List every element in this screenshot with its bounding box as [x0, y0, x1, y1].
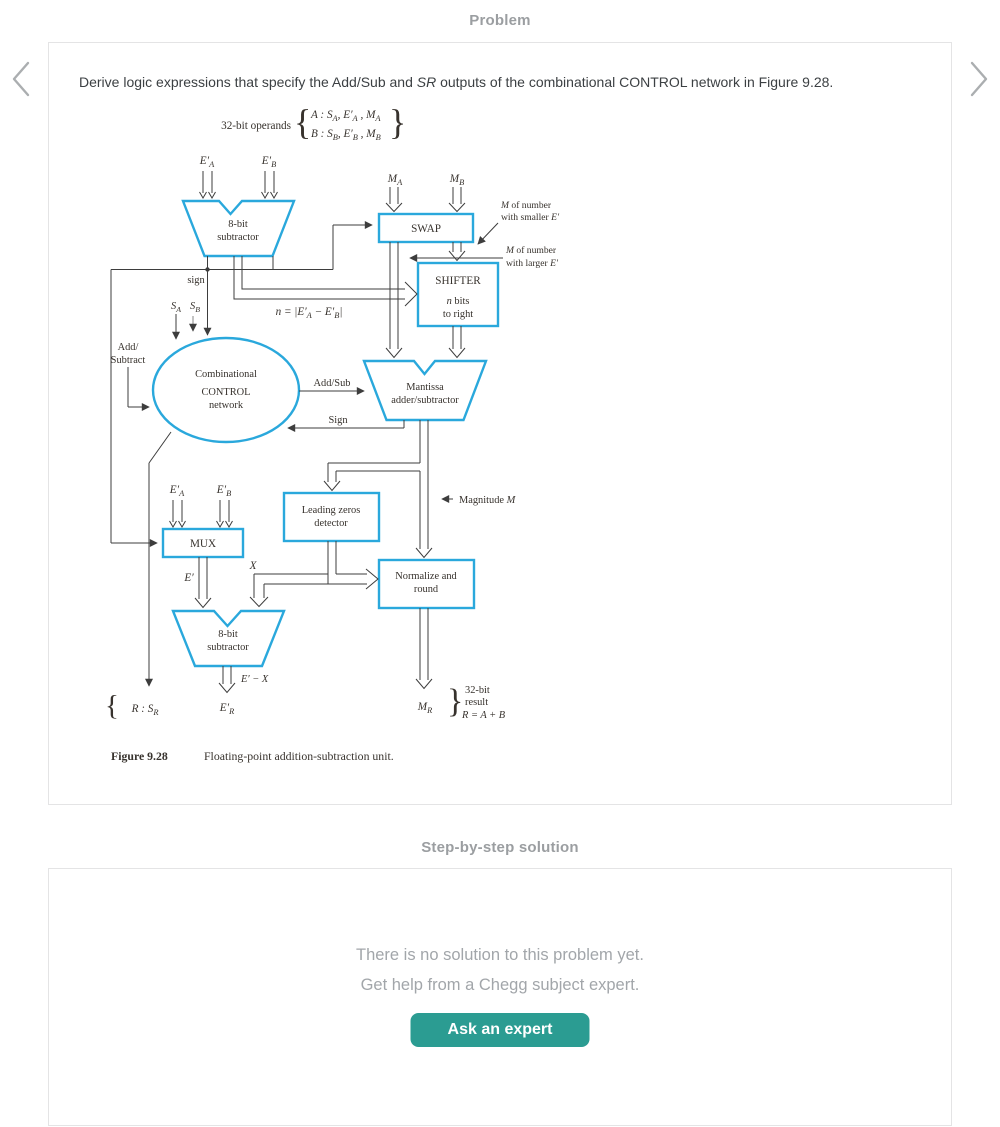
e-prime-label: E′	[184, 572, 194, 584]
leading-zeros-block	[284, 493, 379, 541]
e-minus-x-label: E′ − X	[241, 674, 269, 685]
operands-open-brace: {	[294, 102, 312, 142]
figure-caption-tag: Figure 9.28	[111, 749, 168, 763]
r-sr-label: R : $S_R$	[131, 703, 159, 717]
x-signal-label: X	[249, 560, 257, 572]
operands-label: 32-bit operands	[221, 120, 291, 132]
result-label-1: 32-bit	[465, 685, 490, 696]
figure-caption-text: Floating-point addition-subtraction unit.	[204, 749, 394, 763]
block-shapes	[153, 201, 498, 666]
subtractor-1-label-2: subtractor	[217, 232, 259, 243]
shifter-label-1: SHIFTER	[435, 275, 481, 287]
operand-b-label: B : $S_B$, $E'_B$ , $M_B$	[311, 128, 381, 142]
n-equation-label: $n = |E'_A - E'_B|$	[275, 306, 343, 320]
mux-label: MUX	[189, 538, 217, 550]
er-label: $E'_R$	[219, 702, 235, 716]
mantissa-label-1: Mantissa	[406, 382, 444, 393]
solution-section-title: Step-by-step solution	[421, 839, 579, 856]
swap-label: SWAP	[411, 223, 441, 235]
eb-mid-label: $E'_B$	[216, 484, 232, 498]
exponent-input-arrows	[200, 171, 278, 198]
control-label-2: CONTROL	[201, 387, 251, 398]
add-subtract-label-1: Add/	[117, 342, 139, 353]
normalize-label-2: round	[413, 584, 439, 595]
sign-label: sign	[187, 275, 205, 286]
result-close-brace: }	[447, 683, 464, 720]
add-sub-signal-label: Add/Sub	[313, 378, 351, 389]
sign-return-label: Sign	[328, 415, 348, 426]
ea-top-label: $E'_A$	[199, 155, 215, 169]
ea-mid-label: $E'_A$	[169, 484, 185, 498]
problem-statement-text: Derive logic expressions that specify the Add/Sub and	[79, 74, 417, 90]
shifter-label-2: n bits	[446, 296, 470, 307]
operands-close-brace: }	[389, 102, 407, 142]
mantissa-input-arrows	[386, 187, 465, 212]
chevron-left-icon	[2, 56, 42, 104]
control-label-1: Combinational	[195, 369, 257, 380]
ask-an-expert-button[interactable]: Ask an expert	[411, 1013, 590, 1047]
subtractor-2-label-2: subtractor	[207, 642, 249, 653]
operand-a-label: A : $S_A$, $E'_A$ , $M_A$	[311, 109, 381, 123]
problem-statement-sr: SR	[416, 74, 437, 90]
problem-card	[48, 42, 952, 805]
x-output-arrows	[250, 541, 378, 607]
magnitude-label: Magnitude M	[459, 495, 516, 506]
shifter-label-3: to right	[442, 309, 474, 320]
mux-input-arrows	[170, 500, 233, 527]
normalize-label-1: Normalize and	[395, 571, 457, 582]
lzd-label-2: detector	[314, 518, 348, 529]
annotation-smaller-line-1: M of number	[501, 200, 552, 211]
mantissa-label-2: adder/subtractor	[391, 395, 459, 406]
result-label-3: R = A + B	[462, 710, 506, 721]
mr-label: $M_R$	[417, 701, 433, 715]
sa-label: $S_A$	[171, 301, 181, 314]
mux-output-arrow	[195, 557, 211, 608]
subtractor-2-output-arrow	[219, 666, 235, 693]
lzd-label-1: Leading zeros	[301, 505, 361, 516]
subtractor-1-label-1: 8-bit	[228, 219, 248, 230]
next-problem-button[interactable]	[958, 56, 998, 104]
eb-top-label: $E'_B$	[261, 155, 277, 169]
annotation-larger-line-2: with larger E′	[506, 258, 559, 269]
mb-label: $M_B$	[449, 173, 465, 187]
normalize-output-arrow	[416, 608, 432, 689]
annotation-smaller-line-2: with smaller E′	[501, 212, 560, 223]
add-subtract-label-2: Subtract	[110, 355, 146, 366]
control-label-3: network	[208, 400, 244, 411]
problem-section-title: Problem	[469, 12, 531, 29]
figure-9-28-diagram	[61, 96, 563, 776]
get-help-message: Get help from a Chegg subject expert.	[360, 976, 640, 994]
no-solution-message: There is no solution to this problem yet.	[356, 946, 644, 964]
figure-labels	[105, 102, 560, 763]
chevron-right-icon	[958, 56, 998, 104]
shifter-to-mantissa-arrow	[449, 326, 465, 358]
problem-statement-text-2: outputs of the combinational CONTROL network in Figure 9.28.	[436, 74, 834, 90]
solution-card	[48, 868, 952, 1126]
ma-label: $M_A$	[387, 173, 403, 187]
swap-to-mantissa-arrow	[386, 242, 402, 358]
result-label-2: result	[465, 697, 489, 708]
result-sign-open-brace: {	[105, 690, 119, 722]
sb-label: $S_B$	[190, 301, 200, 314]
problem-statement	[79, 74, 833, 90]
annotation-larger-line-1: M of number	[506, 245, 557, 256]
previous-problem-button[interactable]	[2, 56, 42, 104]
subtractor-2-label-1: 8-bit	[218, 629, 238, 640]
